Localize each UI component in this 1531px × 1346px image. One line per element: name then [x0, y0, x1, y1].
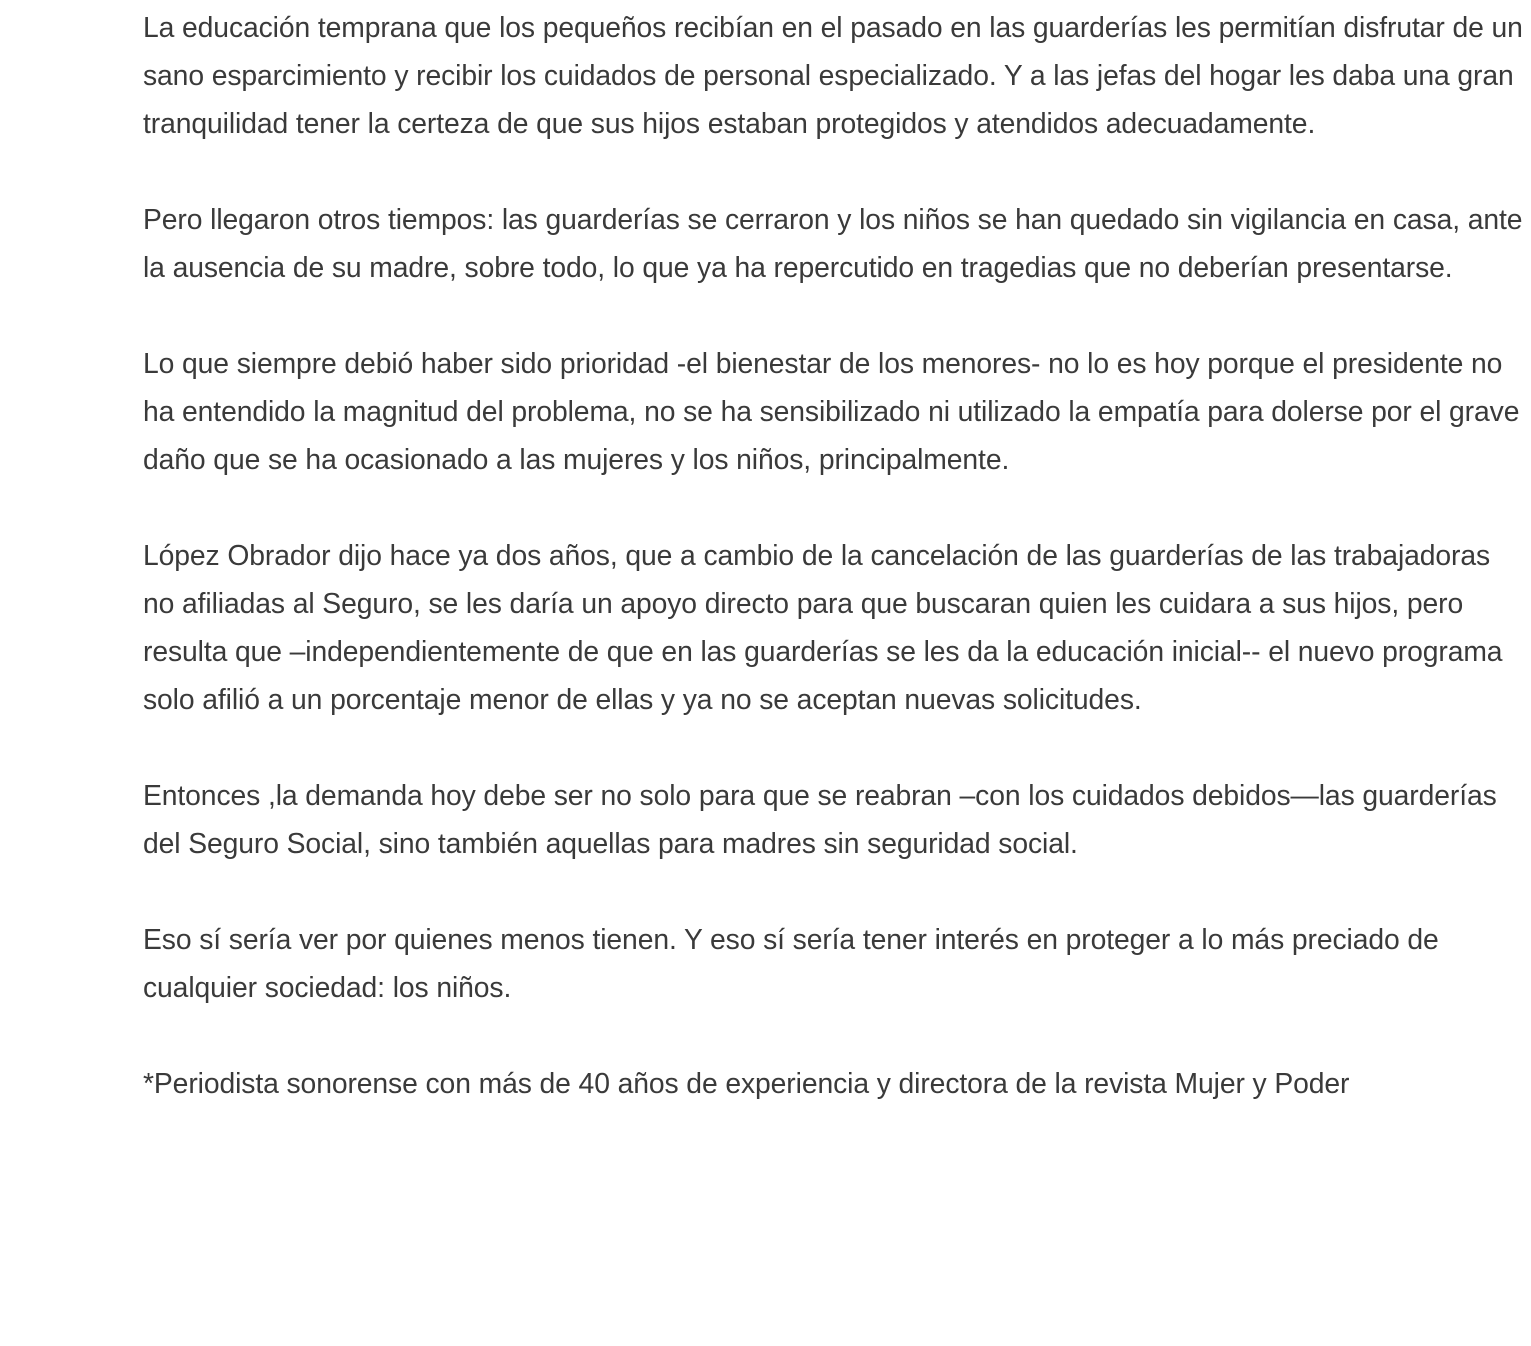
paragraph-demand: Entonces ,la demanda hoy debe ser no solo para que se reabran –con los cuidados debidos—las guarderías del Seguro Social, sino también aquellas para madres sin seguridad social.: [143, 779, 1497, 859]
author-note: *Periodista sonorense con más de 40 años de experiencia y directora de la revista Mujer y Poder: [143, 1067, 1350, 1099]
article-body: [143, 3, 1528, 1107]
paragraph-priority: Lo que siempre debió haber sido prioridad -el bienestar de los menores- no lo es hoy porque el presidente no ha entendido la magnitud del problema, no se ha sensibilizado ni utilizado la empatía para dolerse por el grave daño que se ha ocasionado a las mujeres y los niños, principalmente.: [143, 347, 1520, 475]
paragraph-early-education: La educación temprana que los pequeños recibían en el pasado en las guarderías les permitían disfrutar de un sano esparcimiento y recibir los cuidados de personal especializado. Y a las jefas del hogar les daba una gran tranquilidad tener la certeza de que sus hijos estaban protegidos y atendidos adecuadamente.: [143, 11, 1523, 139]
paragraph-lopez-obrador: López Obrador dijo hace ya dos años, que a cambio de la cancelación de las guarderías de las trabajadoras no afiliadas al Seguro, se les daría un apoyo directo para que buscaran quien les cuidara a sus hijos, pero resulta que –independientemente de que en las guarderías se les da la educación inicial-- el nuevo programa solo afilió a un porcentaje menor de ellas y ya no se aceptan nuevas solicitudes.: [143, 539, 1503, 715]
paragraph-daycares-closed: Pero llegaron otros tiempos: las guarderías se cerraron y los niños se han quedado sin vigilancia en casa, ante la ausencia de su madre, sobre todo, lo que ya ha repercutido en tragedias que no deberían presentarse.: [143, 203, 1523, 283]
paragraph-conclusion: Eso sí sería ver por quienes menos tienen. Y eso sí sería tener interés en proteger a lo más preciado de cualquier sociedad: los niños.: [143, 923, 1439, 1003]
